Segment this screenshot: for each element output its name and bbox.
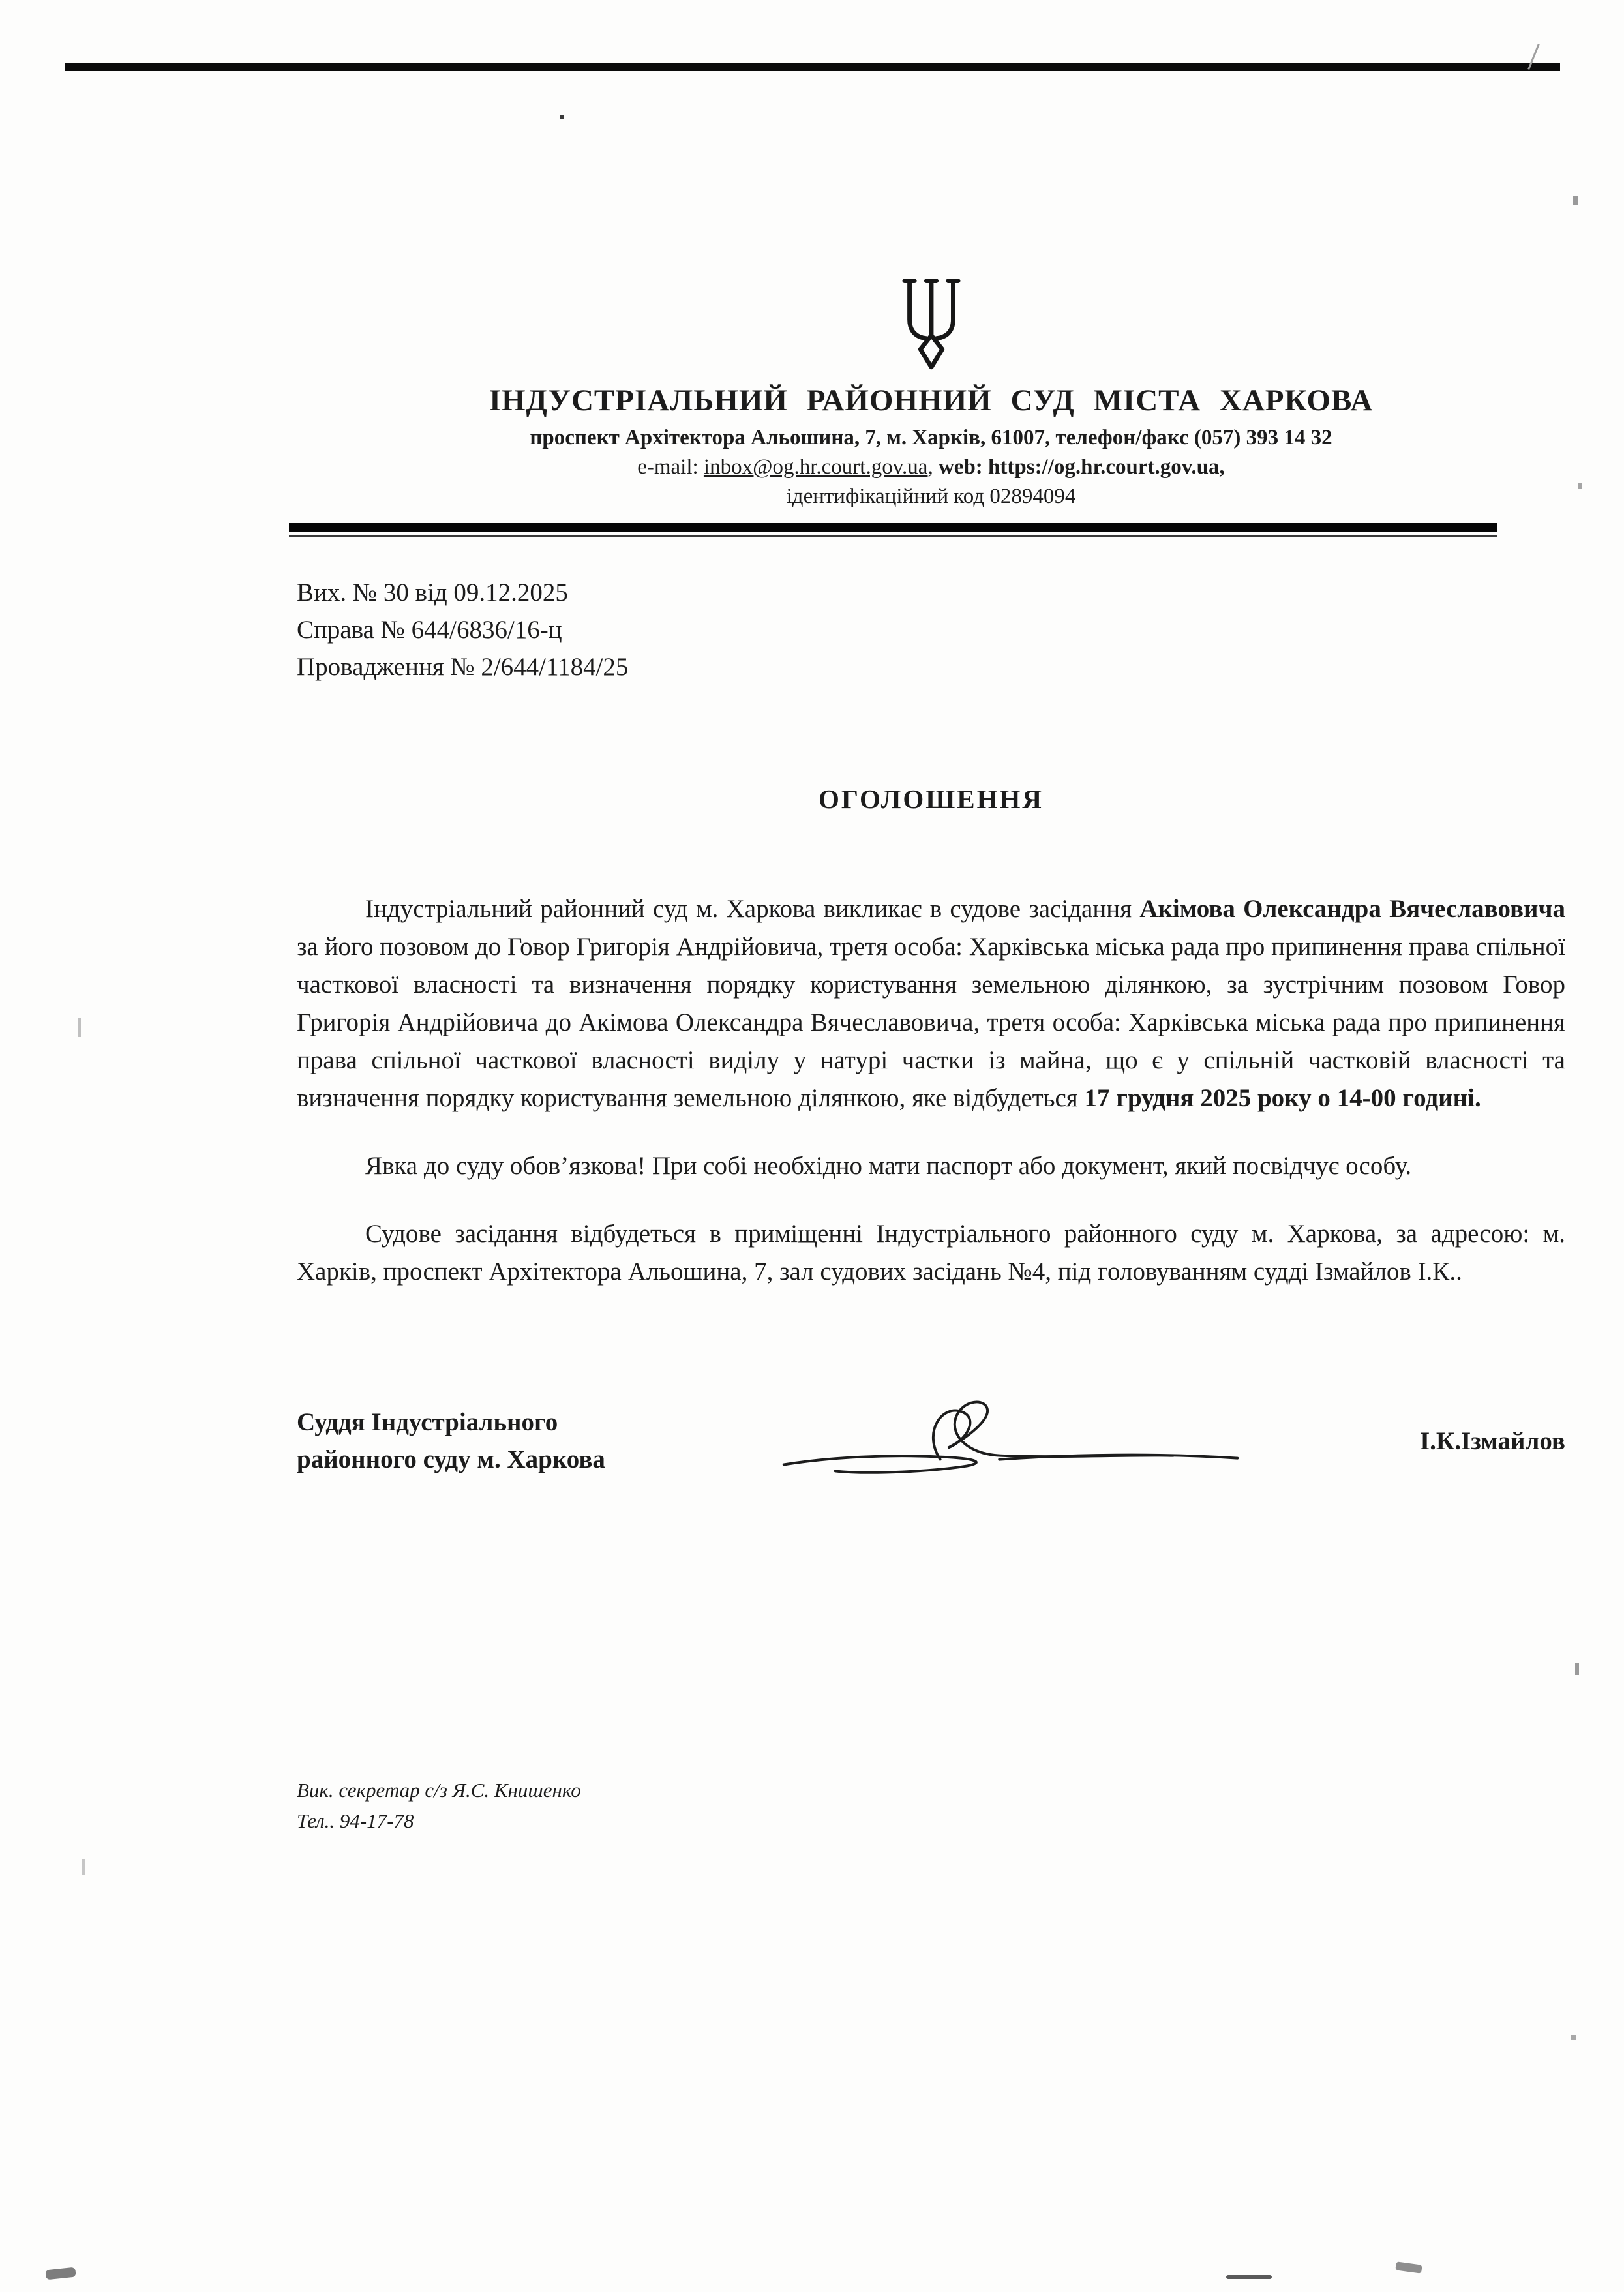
court-letterhead xyxy=(297,274,1565,509)
email-address: inbox@og.hr.court.gov.ua xyxy=(703,455,928,479)
scan-edge-artifact xyxy=(78,1018,81,1037)
judge-title-line1: Суддя Індустріального xyxy=(297,1408,558,1436)
outgoing-number: Вих. № 30 від 09.12.2025 xyxy=(297,579,568,607)
scan-edge-artifact xyxy=(1573,196,1578,205)
document-content xyxy=(297,274,1565,1836)
executor-phone: Тел.. 94-17-78 xyxy=(297,1809,414,1832)
scan-top-line-artifact xyxy=(65,63,1560,71)
scan-edge-artifact xyxy=(82,1859,85,1875)
reference-block xyxy=(297,574,1565,686)
scan-smudge-artifact xyxy=(1395,2261,1422,2273)
signature-area xyxy=(605,1393,1420,1489)
paragraph-attendance: Явка до суду обов’язкова! При собі необхідно мати паспорт або документ, який посвідчує особу. xyxy=(365,1152,1412,1180)
letterhead-divider xyxy=(289,523,1497,537)
summons-text-middle: за його позовом до Говор Григорія Андрійовича, третя особа: Харківська міська рада про припинення права спільної часткової власності та визначення порядку користування земельною ділянкою, за зустрічним позовом Говор Григорія Андрійовича до Акімова Олександра Вячеславовича, третя особа: Харківська міська рада про припинення права спільної часткової власності виділу у натурі частки із майна, що є у спільній частковій власності та визначення порядку користування земельною ділянкою, яке відбудеться xyxy=(297,933,1565,1112)
scan-smudge-artifact xyxy=(45,2267,76,2280)
court-address: проспект Архітектора Альошина, 7, м. Харків, 61007, телефон/факс (057) 393 14 32 xyxy=(530,426,1332,449)
case-number: Справа № 644/6836/16-ц xyxy=(297,616,562,644)
paragraph-location: Судове засідання відбудеться в приміщенні Індустріального районного суду м. Харкова, за адресою: м. Харків, проспект Архітектора Альошина, 7, зал судових засідань №4, під головуванням судді Ізмайлов І.К.. xyxy=(297,1220,1565,1286)
hearing-date-time: 17 грудня 2025 року о 14-00 годині. xyxy=(1084,1084,1481,1112)
scan-edge-artifact xyxy=(1575,1663,1579,1675)
executor-name: Вик. секретар с/з Я.С. Книшенко xyxy=(297,1779,581,1802)
scan-smudge-artifact xyxy=(1226,2275,1272,2279)
web-address: web: https://og.hr.court.gov.ua, xyxy=(938,455,1225,479)
summoned-person-name: Акімова Олександра Вячеславовича xyxy=(1139,895,1565,923)
divider-thick-bar xyxy=(289,523,1497,532)
scan-edge-artifact xyxy=(1571,2035,1576,2040)
judge-signature-icon xyxy=(774,1393,1250,1489)
paragraph-summons xyxy=(297,890,1565,1117)
document-body xyxy=(297,890,1565,1291)
scan-speck-artifact xyxy=(560,115,564,119)
scan-edge-artifact xyxy=(1578,483,1582,489)
court-contact-line xyxy=(297,455,1565,479)
summons-text-start: Індустріальний районний суд м. Харкова викликає в судове засідання xyxy=(365,895,1140,923)
judge-title xyxy=(297,1404,605,1478)
contact-separator: , xyxy=(927,455,939,479)
email-label: e-mail: xyxy=(637,455,704,479)
judge-name: І.К.Ізмайлов xyxy=(1420,1426,1565,1455)
court-name: ІНДУСТРІАЛЬНИЙ РАЙОННИЙ СУД МІСТА ХАРКОВА xyxy=(489,384,1374,417)
signature-block xyxy=(297,1393,1565,1489)
identification-code: ідентифікаційний код 02894094 xyxy=(786,485,1076,508)
executor-footer xyxy=(297,1775,1565,1836)
proceeding-number: Провадження № 2/644/1184/25 xyxy=(297,653,629,681)
divider-thin-bar xyxy=(289,535,1497,537)
judge-title-line2: районного суду м. Харкова xyxy=(297,1445,605,1473)
document-title: ОГОЛОШЕННЯ xyxy=(818,784,1044,814)
ukraine-trident-icon xyxy=(896,274,967,373)
